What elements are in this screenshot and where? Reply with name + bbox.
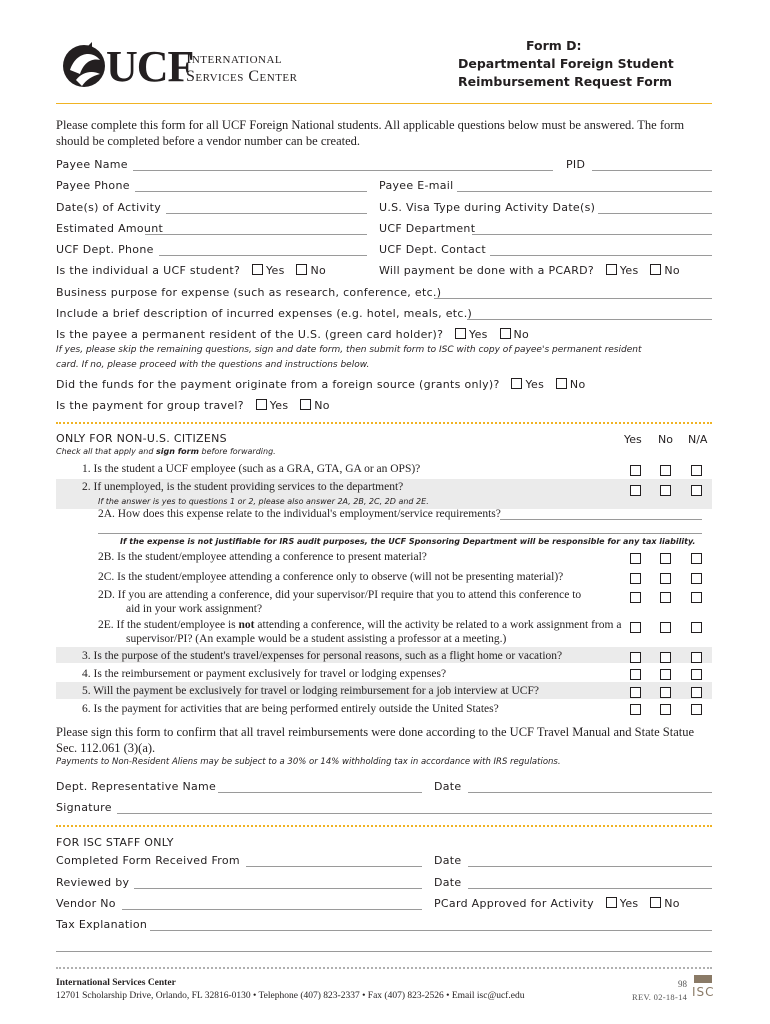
q2e-pre: 2E. If the student/employee is [98, 619, 239, 631]
ucf-logo [58, 38, 330, 94]
q2b-yes-checkbox[interactable] [630, 553, 641, 564]
footer-divider [56, 967, 712, 969]
q2d-no-checkbox[interactable] [660, 592, 671, 603]
green-card-yes-checkbox[interactable] [455, 328, 466, 339]
payee-name-field[interactable] [133, 170, 553, 171]
ucf-student-question [56, 264, 326, 277]
received-from-label: Completed Form Received From [56, 854, 240, 867]
visa-type-label: U.S. Visa Type during Activity Date(s) [379, 201, 596, 214]
q3-yes-checkbox[interactable] [630, 652, 641, 663]
received-date-field[interactable] [468, 866, 712, 867]
footer-org: International Services Center [56, 978, 176, 988]
incurred-expenses-field[interactable] [467, 319, 712, 320]
reviewed-by-field[interactable] [134, 888, 422, 889]
green-card-note-2: card. If no, please proceed with the questions and instructions below. [56, 360, 370, 370]
logo-text: UCF [106, 42, 194, 91]
no-label: No [664, 264, 680, 277]
q1-no-checkbox[interactable] [660, 465, 671, 476]
green-card-label: Is the payee a permanent resident of the U.S. (green card holder)? [56, 328, 444, 341]
q2d-text-1: 2D. If you are attending a conference, did your supervisor/PI require that you to attend this conference to [98, 589, 582, 601]
q4-text: 4. Is the reimbursement or payment exclusively for travel or lodging expenses? [82, 668, 447, 680]
yes-label: Yes [619, 897, 639, 910]
q2-yes-checkbox[interactable] [630, 485, 641, 496]
q5-no-checkbox[interactable] [660, 687, 671, 698]
payee-phone-label: Payee Phone [56, 179, 130, 192]
green-card-note-1: If yes, please skip the remaining questions, sign and date form, then submit form to ISC with copy of payee's permanent resident [56, 345, 642, 355]
payee-email-label: Payee E-mail [379, 179, 454, 192]
q2a-text: 2A. How does this expense relate to the individual's employment/service requirements? [98, 508, 501, 520]
isc-badge [694, 975, 712, 983]
form-title-2: Reimbursement Request Form [458, 74, 673, 89]
q4-yes-checkbox[interactable] [630, 669, 641, 680]
received-from-field[interactable] [246, 866, 422, 867]
q6-yes-checkbox[interactable] [630, 704, 641, 715]
q6-text: 6. Is the payment for activities that are being performed entirely outside the United States? [82, 703, 499, 715]
no-label: No [664, 897, 680, 910]
reviewed-date-label: Date [434, 876, 462, 889]
q2c-yes-checkbox[interactable] [630, 573, 641, 584]
instr-post: before forwarding. [198, 447, 276, 456]
section-divider [56, 825, 712, 827]
section-divider [56, 422, 712, 424]
q2d-text-2: aid in your work assignment? [126, 603, 263, 615]
q1-na-checkbox[interactable] [691, 465, 702, 476]
yes-label: Yes [265, 264, 285, 277]
instr-bold: sign form [155, 447, 199, 456]
q6-na-checkbox[interactable] [691, 704, 702, 715]
foreign-source-no-checkbox[interactable] [556, 378, 567, 389]
pcard-approved-question [434, 897, 680, 910]
instr-pre: Check all that apply and [56, 447, 156, 456]
group-travel-question [56, 399, 330, 412]
q2c-no-checkbox[interactable] [660, 573, 671, 584]
q2-text: 2. If unemployed, is the student providing services to the department? [82, 481, 404, 493]
pid-label: PID [566, 158, 586, 171]
vendor-no-label: Vendor No [56, 897, 116, 910]
signature-field[interactable] [117, 813, 712, 814]
ucf-dept-phone-field[interactable] [159, 255, 367, 256]
pcard-approved-yes-checkbox[interactable] [606, 897, 617, 908]
col-na-header: N/A [688, 433, 708, 446]
reviewed-date-field[interactable] [468, 888, 712, 889]
q3-no-checkbox[interactable] [660, 652, 671, 663]
signature-label: Signature [56, 801, 112, 814]
q2c-na-checkbox[interactable] [691, 573, 702, 584]
sign-date-field[interactable] [468, 792, 712, 793]
payee-email-field[interactable] [457, 191, 712, 192]
page-number: 98 [678, 979, 687, 989]
q1-text: 1. Is the student a UCF employee (such as a GRA, GTA, GA or an OPS)? [82, 463, 421, 475]
q6-no-checkbox[interactable] [660, 704, 671, 715]
foreign-source-label: Did the funds for the payment originate from a foreign source (grants only)? [56, 378, 500, 391]
payee-name-label: Payee Name [56, 158, 128, 171]
group-travel-label: Is the payment for group travel? [56, 399, 244, 412]
q2a-field[interactable] [500, 519, 702, 520]
q2e-text-1 [98, 619, 621, 631]
q2d-na-checkbox[interactable] [691, 592, 702, 603]
revision-date: REV. 02-18-14 [632, 992, 688, 1002]
pcard-no-checkbox[interactable] [650, 264, 661, 275]
q5-text: 5. Will the payment be exclusively for travel or lodging reimbursement for a job interview at UCF? [82, 685, 539, 697]
q2-note: If the answer is yes to questions 1 or 2, please also answer 2A, 2B, 2C, 2D and 2E. [98, 497, 429, 506]
foreign-source-yes-checkbox[interactable] [511, 378, 522, 389]
q3-text: 3. Is the purpose of the student's travel/expenses for personal reasons, such as a flight home or vacation? [82, 650, 563, 662]
q2d-yes-checkbox[interactable] [630, 592, 641, 603]
irs-note: If the expense is not justifiable for IRS audit purposes, the UCF Sponsoring Department will be responsible for any tax liability. [120, 537, 696, 546]
q2e-bold: not [238, 619, 255, 631]
pcard-approved-no-checkbox[interactable] [650, 897, 661, 908]
footer-address: 12701 Scholarship Drive, Orlando, FL 32816-0130 • Telephone (407) 823-2337 • Fax (407) 823-2526 • Email isc@ucf.edu [56, 991, 525, 1001]
ucf-student-yes-checkbox[interactable] [252, 264, 263, 275]
foreign-source-question [56, 378, 585, 391]
visa-type-field[interactable] [598, 213, 712, 214]
ucf-department-label: UCF Department [379, 222, 476, 235]
q5-na-checkbox[interactable] [691, 687, 702, 698]
yes-label: Yes [619, 264, 639, 277]
form-label: Form D: [526, 38, 582, 53]
q2b-na-checkbox[interactable] [691, 553, 702, 564]
q2b-text: 2B. Is the student/employee attending a conference to present material? [98, 551, 427, 563]
col-yes-header: Yes [624, 433, 642, 446]
q4-no-checkbox[interactable] [660, 669, 671, 680]
q2e-na-checkbox[interactable] [691, 622, 702, 633]
pegasus-icon [62, 40, 106, 90]
green-card-no-checkbox[interactable] [500, 328, 511, 339]
pcard-question [379, 264, 680, 277]
form-title-1: Departmental Foreign Student [458, 56, 674, 71]
dates-activity-label: Date(s) of Activity [56, 201, 162, 214]
header-rule [56, 103, 712, 104]
estimated-amount-field[interactable] [145, 234, 367, 235]
no-label: No [314, 399, 330, 412]
q2e-post: attending a conference, will the activity be related to a work assignment from a [254, 619, 622, 631]
q2e-yes-checkbox[interactable] [630, 622, 641, 633]
withholding-note: Payments to Non-Resident Aliens may be subject to a 30% or 14% withholding tax in accordance with IRS regulations. [56, 757, 561, 767]
group-travel-yes-checkbox[interactable] [256, 399, 267, 410]
org-line-1: International [186, 50, 283, 67]
pid-field[interactable] [592, 170, 712, 171]
ucf-department-field[interactable] [472, 234, 712, 235]
q3-na-checkbox[interactable] [691, 652, 702, 663]
payee-phone-field[interactable] [135, 191, 367, 192]
q2-no-checkbox[interactable] [660, 485, 671, 496]
estimated-amount-label: Estimated Amount [56, 222, 164, 235]
pcard-approved-label: PCard Approved for Activity [434, 897, 594, 910]
ucf-dept-contact-label: UCF Dept. Contact [379, 243, 486, 256]
tax-explanation-label: Tax Explanation [56, 918, 148, 931]
ucf-student-label: Is the individual a UCF student? [56, 264, 241, 277]
isc-mark: ISC [692, 985, 715, 999]
ucf-dept-phone-label: UCF Dept. Phone [56, 243, 154, 256]
isc-title: FOR ISC STAFF ONLY [56, 836, 174, 849]
q1-yes-checkbox[interactable] [630, 465, 641, 476]
no-label: No [513, 328, 530, 341]
no-label: No [569, 378, 586, 391]
reviewed-by-label: Reviewed by [56, 876, 130, 889]
noncitizen-title: ONLY FOR NON-U.S. CITIZENS [56, 432, 227, 445]
business-purpose-label: Business purpose for expense (such as research, conference, etc.) [56, 286, 442, 299]
sign-date-label: Date [434, 780, 462, 793]
yes-label: Yes [525, 378, 545, 391]
dates-activity-field[interactable] [166, 213, 367, 214]
q2a-field-2[interactable] [98, 533, 702, 534]
tax-explanation-field-2[interactable] [56, 951, 712, 952]
dept-rep-label: Dept. Representative Name [56, 780, 217, 793]
dept-rep-field[interactable] [218, 792, 422, 793]
q4-na-checkbox[interactable] [691, 669, 702, 680]
q2e-no-checkbox[interactable] [660, 622, 671, 633]
received-date-label: Date [434, 854, 462, 867]
vendor-no-field[interactable] [122, 909, 422, 910]
ucf-student-no-checkbox[interactable] [296, 264, 307, 275]
col-no-header: No [658, 433, 673, 446]
q2-na-checkbox[interactable] [691, 485, 702, 496]
org-line-2: Services Center [186, 68, 298, 85]
group-travel-no-checkbox[interactable] [300, 399, 311, 410]
q2b-no-checkbox[interactable] [660, 553, 671, 564]
no-label: No [310, 264, 327, 277]
tax-explanation-field[interactable] [150, 930, 712, 931]
q5-yes-checkbox[interactable] [630, 687, 641, 698]
incurred-expenses-label: Include a brief description of incurred expenses (e.g. hotel, meals, etc.) [56, 307, 473, 320]
business-purpose-field[interactable] [434, 298, 712, 299]
q2e-text-2: supervisor/PI? (An example would be a student assisting a professor at a meeting.) [126, 633, 507, 645]
noncitizen-instructions [56, 447, 276, 456]
q2c-text: 2C. Is the student/employee attending a conference only to observe (will not be presenting material)? [98, 571, 564, 583]
green-card-question [56, 328, 529, 341]
yes-label: Yes [269, 399, 289, 412]
intro-text: Please complete this form for all UCF Foreign National students. All applicable questions below must be answered. The form should be completed before a vendor number can be created. [56, 118, 685, 148]
yes-label: Yes [469, 328, 488, 341]
pcard-label: Will payment be done with a PCARD? [379, 264, 595, 277]
ucf-dept-contact-field[interactable] [490, 255, 712, 256]
pcard-yes-checkbox[interactable] [606, 264, 617, 275]
sign-text: Please sign this form to confirm that all travel reimbursements were done according to the UCF Travel Manual and State Statue Sec. 112.061 (3)(a). [56, 725, 695, 755]
